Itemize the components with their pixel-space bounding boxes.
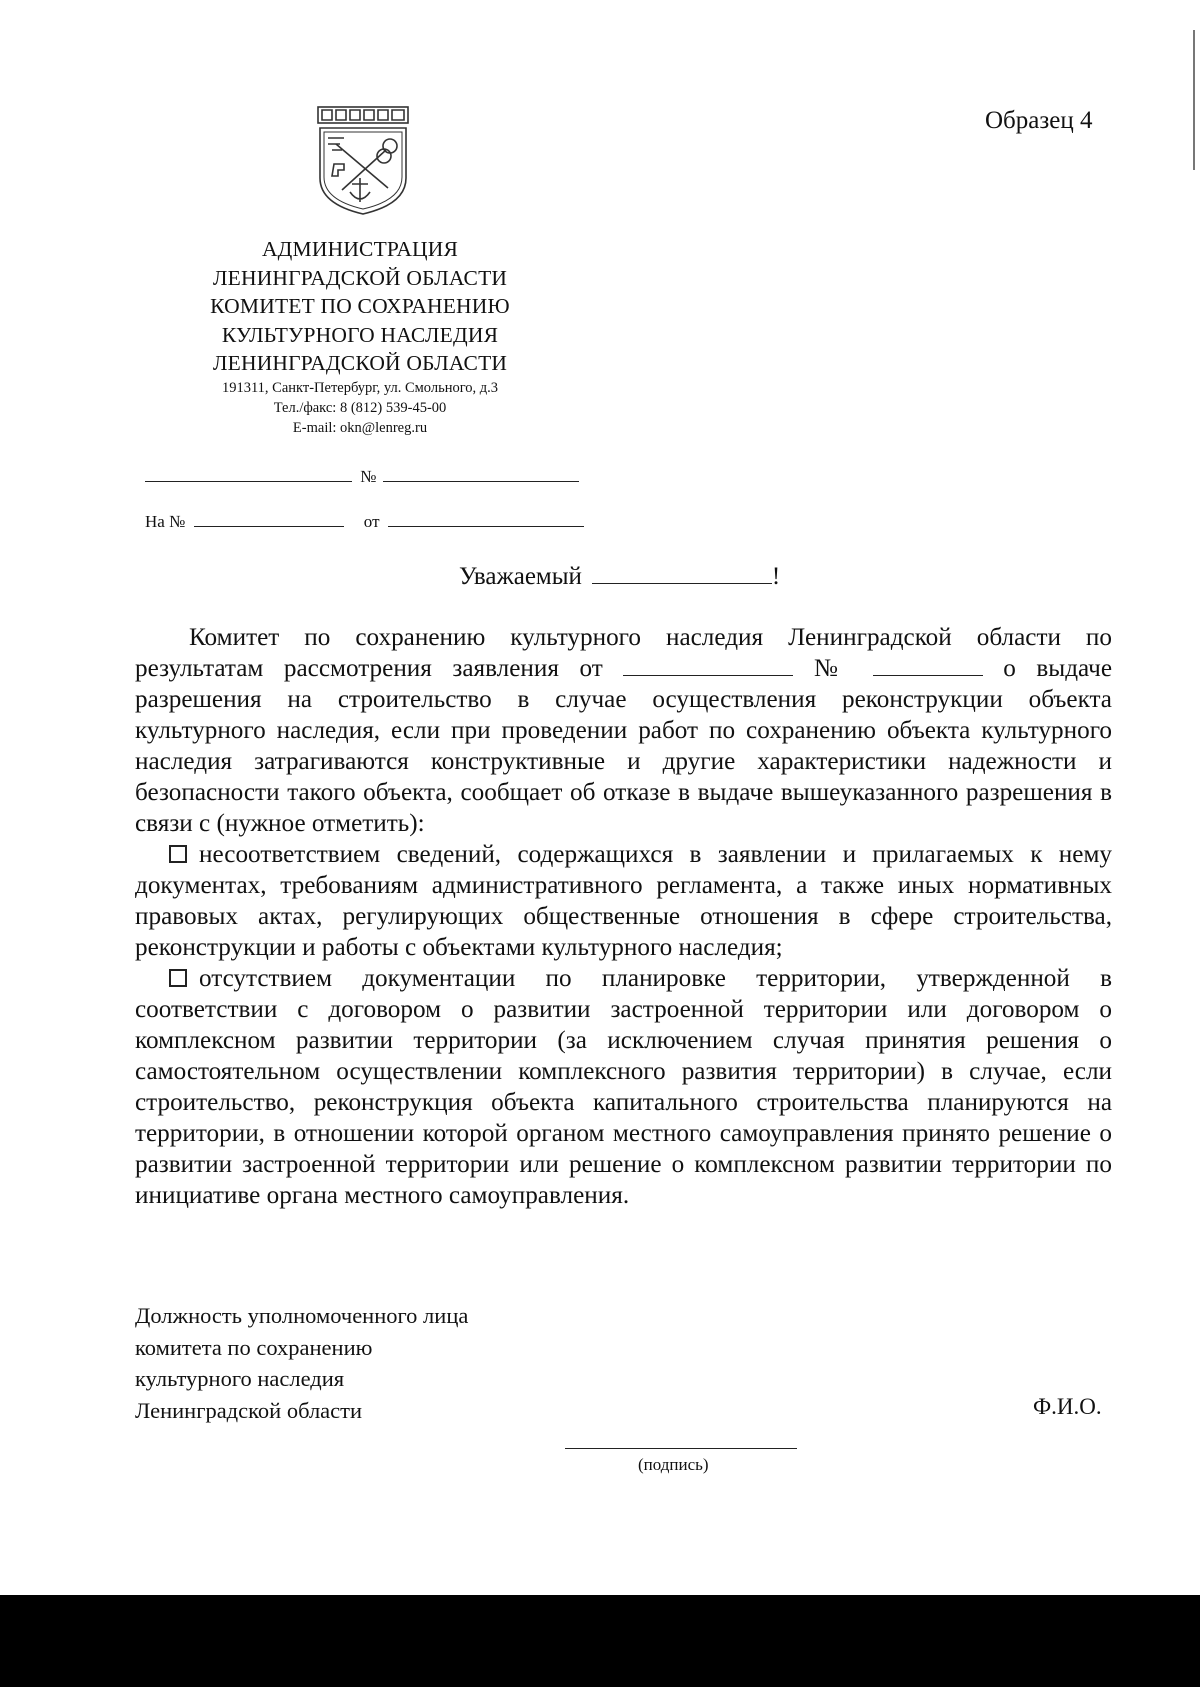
outgoing-date-blank: [145, 467, 352, 482]
signatory-position: [135, 1300, 468, 1426]
organization-header: [190, 235, 530, 438]
refusal-option-2-text: отсутствием документации по планировке территории, утвержденной в соответствии с договором о развитии застроенной территории или договором о комплексном развитии территории (за исключением случая принятия решения о самостоятельном осуществлении комплексного развития территории) в случае, если строительство, реконструкция объекта капитального строительства планируются на территории, в отношении которой органом местного самоуправления принято решение о развитии застроенной территории или решение о комплексном развитии территории по инициативе органа местного самоуправления.: [135, 965, 1112, 1209]
greeting-line: [459, 563, 780, 591]
scan-bottom-border: [0, 1595, 1200, 1687]
refusal-option-1-text: несоответствием сведений, содержащихся в заявлении и прилагаемых к нему документах, требованиям административного регламента, а также иных нормативных правовых актах, регулирующих общественные отношения в сфере строительства, реконструкции и работы с объектами культурного наследия;: [135, 841, 1112, 961]
intro-text-part2: о выдаче разрешения на строительство в случае осуществления реконструкции объекта культурного наследия, если при проведении работ по сохранению объекта культурного наследия затрагиваются конструктивные и другие характеристики надежности и безопасности такого объекта, сообщает об отказе в выдаче вышеуказанного разрешения в связи с (нужное отметить):: [135, 655, 1113, 837]
application-number-blank: [873, 655, 983, 676]
addressee-name-blank: [592, 563, 772, 584]
header-line: ЛЕНИНГРАДСКОЙ ОБЛАСТИ: [212, 351, 508, 375]
intro-paragraph: [135, 622, 1112, 839]
outgoing-number-label: №: [360, 467, 377, 486]
signature-caption: (подпись): [638, 1455, 709, 1474]
application-number-label: №: [813, 655, 853, 682]
refusal-option-2-checkbox[interactable]: [169, 969, 187, 987]
signature-line: [565, 1448, 797, 1449]
reply-date-blank: [388, 512, 584, 527]
application-date-blank: [623, 655, 793, 676]
reply-number-blank: [194, 512, 344, 527]
letter-body: [135, 622, 1112, 1211]
signatory-position-line: Ленинградской области: [135, 1397, 363, 1423]
greeting-prefix: Уважаемый: [459, 563, 582, 590]
reply-registration-row: [145, 512, 584, 534]
header-line: КУЛЬТУРНОГО НАСЛЕДИЯ: [221, 322, 499, 347]
signatory-name: Ф.И.О.: [1033, 1394, 1102, 1419]
signatory-position-line: Должность уполномоченного лица: [135, 1303, 469, 1328]
signatory-position-line: культурного наследия: [135, 1366, 345, 1391]
reply-number-label: На №: [145, 512, 186, 531]
reply-from-label: от: [363, 512, 380, 531]
signatory-position-line: комитета по сохранению: [135, 1334, 373, 1360]
coat-of-arms-icon: [314, 104, 412, 218]
intro-text-part1: Комитет по сохранению культурного наследия Ленинградской области по результатам рассмотрения заявления от: [135, 624, 1112, 682]
header-line: ЛЕНИНГРАДСКОЙ ОБЛАСТИ: [212, 265, 508, 290]
greeting-suffix: !: [771, 563, 781, 590]
refusal-option-1-checkbox[interactable]: [169, 845, 187, 863]
outgoing-registration-row: [145, 467, 579, 489]
header-line: КОМИТЕТ ПО СОХРАНЕНИЮ: [210, 294, 510, 318]
sample-label: Образец 4: [985, 107, 1093, 134]
refusal-option-2: [135, 963, 1112, 1211]
refusal-option-1: [135, 839, 1112, 963]
outgoing-number-blank: [383, 467, 579, 482]
header-line: АДМИНИСТРАЦИЯ: [261, 237, 459, 261]
organization-address: 191311, Санкт-Петербург, ул. Смольного, д.3: [221, 379, 499, 396]
organization-phone: Тел./факс: 8 (812) 539-45-00: [273, 399, 447, 416]
scan-edge-line: [1193, 30, 1195, 170]
organization-email: E-mail: okn@lenreg.ru: [292, 419, 428, 436]
